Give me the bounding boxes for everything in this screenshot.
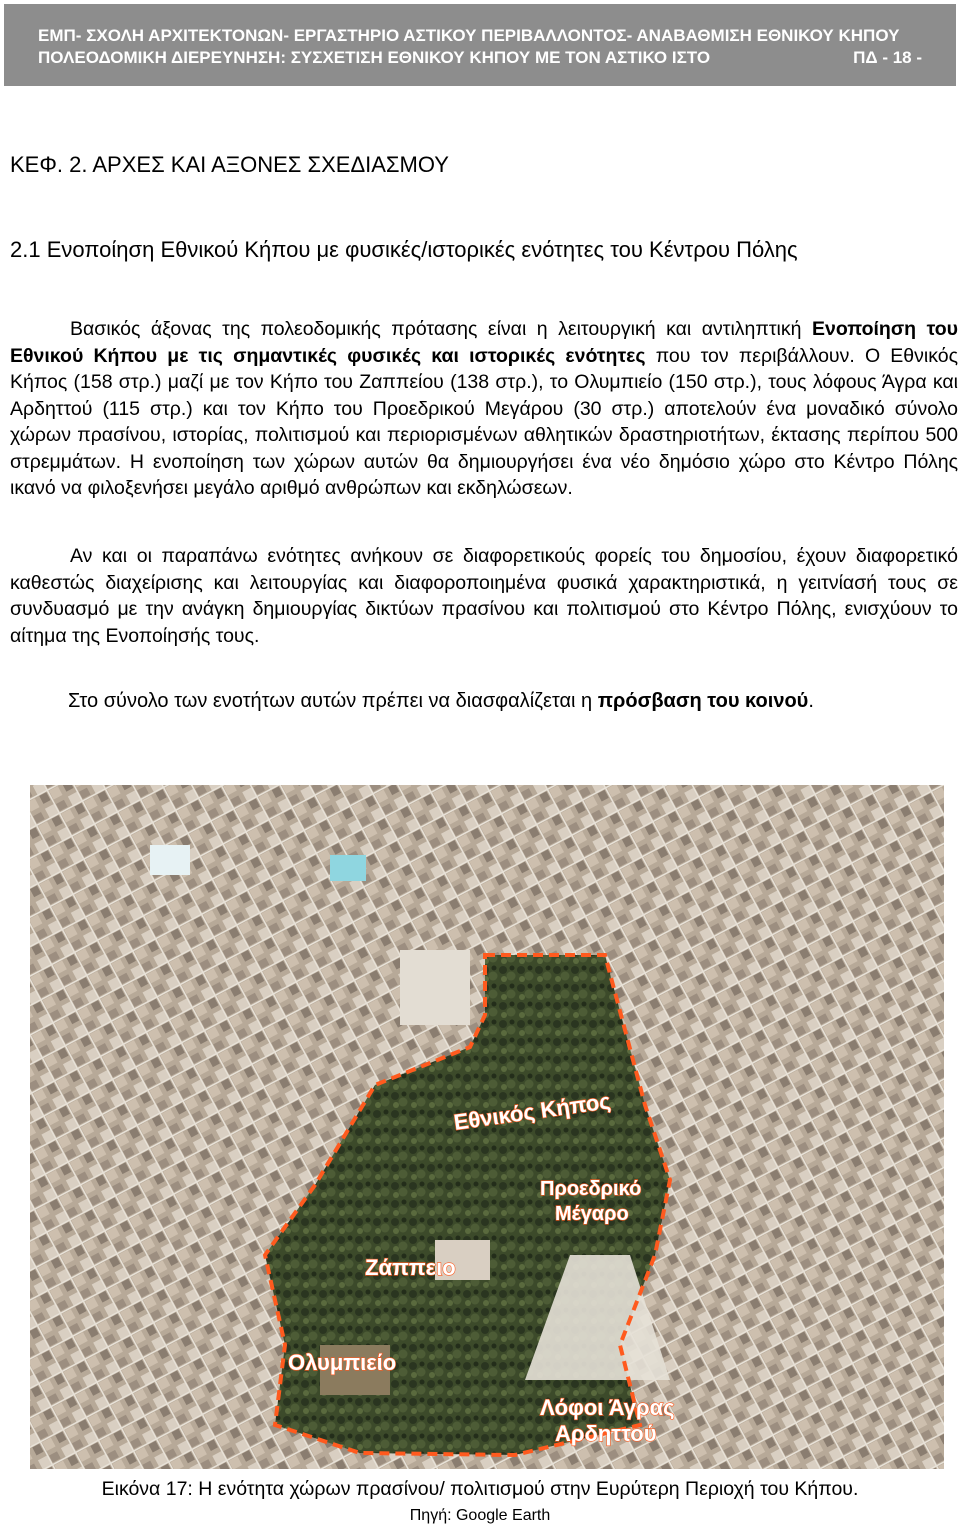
document-header bbox=[4, 4, 956, 86]
section-title: 2.1 Ενοποίηση Εθνικού Κήπου με φυσικές/ιστορικές ενότητες του Κέντρου Πόλης bbox=[10, 237, 798, 262]
map-label-national-garden: Εθνικός Κήπος bbox=[452, 1088, 613, 1135]
aerial-map bbox=[30, 785, 944, 1469]
map-label-presidential-1: Προεδρικό bbox=[540, 1178, 642, 1200]
map-label-presidential-2: Μέγαρο bbox=[555, 1203, 629, 1225]
page-number: ΠΔ - 18 - bbox=[853, 48, 922, 67]
access-statement bbox=[68, 690, 814, 713]
access-end: . bbox=[808, 690, 814, 712]
map-label-hills-2: Αρδηττού bbox=[555, 1421, 657, 1446]
paragraph-1-intro: Βασικός άξονας της πολεοδομικής πρότασης είναι η λειτουργική και αντιληπτική bbox=[70, 318, 812, 340]
map-label-olympieion: Ολυμπιείο bbox=[288, 1350, 397, 1375]
chapter-title: ΚΕΦ. 2. ΑΡΧΕΣ ΚΑΙ ΑΞΟΝΕΣ ΣΧΕΔΙΑΣΜΟΥ bbox=[10, 152, 449, 177]
figure-caption: Εικόνα 17: Η ενότητα χώρων πρασίνου/ πολιτισμού στην Ευρύτερη Περιοχή του Κήπου. bbox=[101, 1478, 859, 1500]
map-label-hills-1: Λόφοι Άγρας bbox=[540, 1395, 675, 1420]
paragraph-2: Αν και οι παραπάνω ενότητες ανήκουν σε διαφορετικούς φορείς του δημοσίου, έχουν διαφορετικό καθεστώς διαχείρισης και λειτουργίας και διαφοροποιημένα φυσικά χαρακτηριστικά, η γειτνίασή τους σε συνδυασμό με την ανάγκη δημιουργίας δικτύων πρασίνου και πολιτισμού στο Κέντρο Πόλης, ενισχύουν το αίτημα της Ενοποίησής τους. bbox=[10, 545, 958, 647]
access-bold: πρόσβαση του κοινού bbox=[597, 690, 809, 712]
header-line-1: ΕΜΠ- ΣΧΟΛΗ ΑΡΧΙΤΕΚΤΟΝΩΝ- ΕΡΓΑΣΤΗΡΙΟ ΑΣΤΙΚΟΥ ΠΕΡΙΒΑΛΛΟΝΤΟΣ- ΑΝΑΒΑΘΜΙΣΗ ΕΘΝΙΚΟΥ ΚΗΠΟΥ bbox=[38, 26, 900, 45]
header-line-2 bbox=[38, 48, 922, 68]
parliament-building bbox=[400, 950, 470, 1025]
roof-highlight bbox=[150, 845, 190, 875]
pool bbox=[330, 855, 366, 881]
figure-source: Πηγή: Google Earth bbox=[409, 1507, 551, 1524]
paragraph-1-bold: Ενοποίηση του Εθνικού Κήπου με τις σημαντικές φυσικές και ιστορικές ενότητες bbox=[10, 318, 958, 367]
map-label-zappeion: Ζάππειο bbox=[365, 1255, 456, 1280]
header-subtitle: ΠΟΛΕΟΔΟΜΙΚΗ ΔΙΕΡΕΥΝΗΣΗ: ΣΥΣΧΕΤΙΣΗ ΕΘΝΙΚΟΥ ΚΗΠΟΥ ΜΕ ΤΟΝ ΑΣΤΙΚΟ ΙΣΤΟ bbox=[38, 48, 711, 67]
access-text: Στο σύνολο των ενοτήτων αυτών πρέπει να διασφαλίζεται η bbox=[68, 690, 598, 712]
paragraph-1-rest: που τον περιβάλλουν. Ο Εθνικός Κήπος (158 στρ.) μαζί με τον Κήπο του Ζαππείου (138 στρ.), το Ολυμπιείο (150 στρ.), τους λόφους Άγρα και Αρδηττού (115 στρ.) και τον Κήπο του Προεδρικού Μεγάρου (30 στρ.) αποτελούν ένα μοναδικό σύνολο χώρων πρασίνου, ιστορίας, πολιτισμού και περιορισμένων αθλητικών δραστηριοτήτων, έκτασης περίπου 500 στρεμμάτων. Η ενοποίηση των χώρων αυτών θα δημιουργήσει ένα νέο δημόσιο χώρο στο Κέντρο Πόλης ικανό να φιλοξενήσει μεγάλο αριθμό ανθρώπων και εκδηλώσεων. bbox=[10, 344, 958, 499]
paragraph-1 bbox=[10, 316, 958, 502]
